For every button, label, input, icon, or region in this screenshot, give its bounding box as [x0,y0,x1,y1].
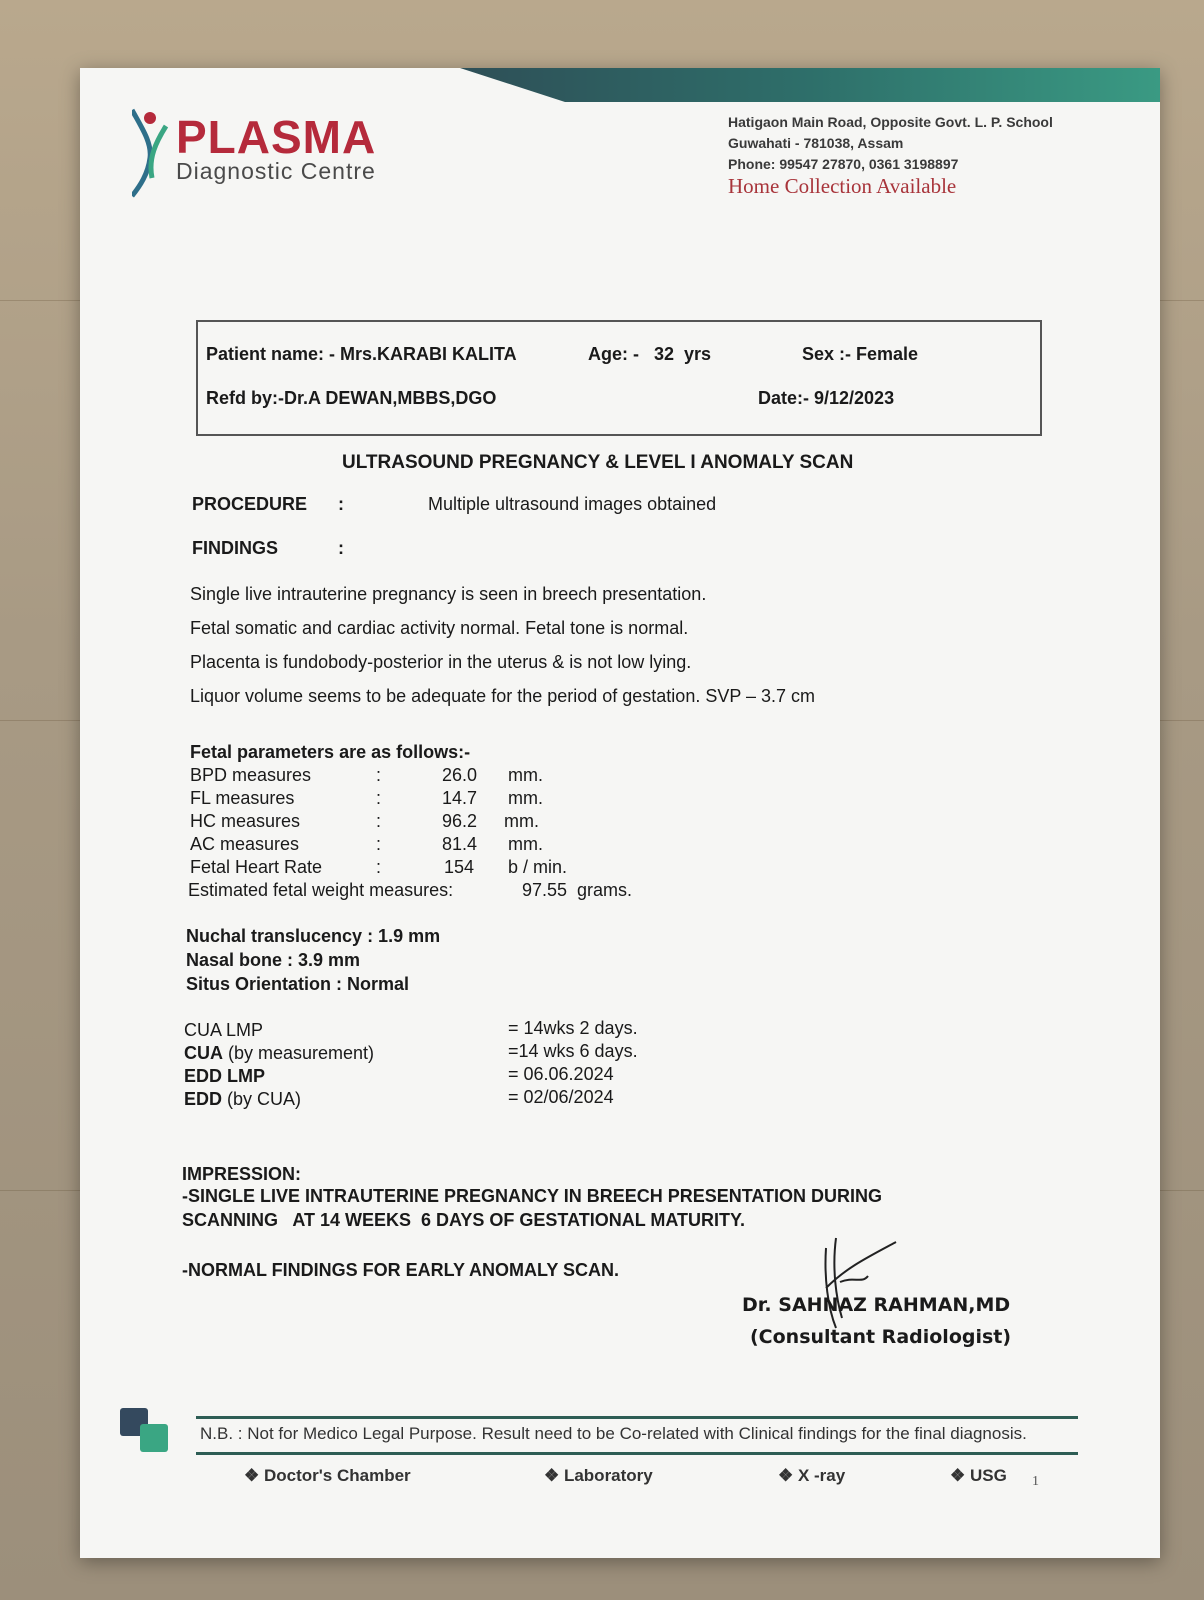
param-sep: : [376,765,382,785]
nuchal-translucency: Nuchal translucency : 1.9 mm [186,926,441,946]
doctor-designation: (Consultant Radiologist) [750,1326,1012,1348]
procedure-label: PROCEDURE [192,494,308,514]
findings-label: FINDINGS [192,538,279,558]
date-label: CUA LMP [184,1020,264,1040]
param-label: AC measures [190,834,300,854]
param-label: FL measures [190,788,295,808]
doctor-name: Dr. SAHNAZ RAHMAN,MD [742,1294,1011,1316]
phone-line: Phone: 99547 27870, 0361 3198897 [728,156,959,172]
param-unit: mm. [508,788,543,808]
procedure-colon: : [338,494,344,514]
home-collection: Home Collection Available [728,174,957,198]
param-unit: mm. [508,765,543,785]
param-value: 96.2 [442,811,478,831]
service-laboratory: ❖ Laboratory [544,1466,653,1485]
brand-name: PLASMA [176,111,377,163]
page-number: 1 [1032,1474,1039,1489]
param-sep: : [376,788,382,808]
param-unit: mm. [508,834,543,854]
date-label: EDD (by CUA) [184,1089,302,1109]
report-sheet [80,68,1160,1558]
param-label: HC measures [190,811,301,831]
footer-bottom-line [196,1452,1078,1455]
efw-label: Estimated fetal weight measures: [188,880,454,900]
param-label: Fetal Heart Rate [190,857,323,877]
param-label: BPD measures [190,765,312,785]
brand-subtitle: Diagnostic Centre [176,158,376,184]
situs-orientation: Situs Orientation : Normal [186,974,410,994]
params-heading: Fetal parameters are as follows:- [190,742,471,762]
efw-value: 97.55 grams. [522,880,633,900]
finding-line: Fetal somatic and cardiac activity normal. Fetal tone is normal. [190,618,689,638]
param-value: 14.7 [442,788,478,808]
footer-logo-square [140,1424,168,1452]
procedure-value: Multiple ultrasound images obtained [428,494,717,514]
param-value: 154 [444,857,475,877]
param-sep: : [376,857,382,877]
footer-top-line [196,1416,1078,1419]
referred-by: Refd by:-Dr.A DEWAN,MBBS,DGO [206,388,497,408]
date-value: = 06.06.2024 [508,1064,614,1084]
param-sep: : [376,834,382,854]
service-doctors-chamber: ❖ Doctor's Chamber [244,1466,411,1485]
patient-name: Patient name: - Mrs.KARABI KALITA [206,344,517,364]
address-line: Hatigaon Main Road, Opposite Govt. L. P. School [728,114,1053,130]
param-value: 26.0 [442,765,478,785]
impression-line: SCANNING AT 14 WEEKS 6 DAYS OF GESTATIONAL MATURITY. [182,1210,746,1230]
date-value: =14 wks 6 days. [508,1041,638,1061]
service-usg: ❖ USG [950,1466,1007,1485]
signature-scribble-icon [806,1228,946,1338]
patient-sex: Sex :- Female [802,344,919,364]
date-label: EDD LMP [184,1066,265,1086]
patient-age: Age: - 32 yrs [588,344,712,364]
param-unit: mm. [504,811,539,831]
disclaimer-note: N.B. : Not for Medico Legal Purpose. Result need to be Co-related with Clinical findings for the final diagnosis. [200,1424,1027,1443]
param-sep: : [376,811,382,831]
finding-line: Liquor volume seems to be adequate for the period of gestation. SVP – 3.7 cm [190,686,816,706]
impression-line: -NORMAL FINDINGS FOR EARLY ANOMALY SCAN. [182,1260,620,1280]
report-date: Date:- 9/12/2023 [758,388,895,408]
findings-colon: : [338,538,344,558]
param-unit: b / min. [508,857,568,877]
address-block [728,112,1053,175]
date-label: CUA (by measurement) [184,1043,375,1063]
finding-line: Placenta is fundobody-posterior in the uterus & is not low lying. [190,652,692,672]
param-value: 81.4 [442,834,478,854]
address-line: Guwahati - 781038, Assam [728,135,904,151]
patient-info-box [196,320,1042,436]
report-title: ULTRASOUND PREGNANCY & LEVEL I ANOMALY SCAN [342,452,854,473]
header-band [460,68,1160,102]
date-value: = 02/06/2024 [508,1087,614,1107]
impression-line: -SINGLE LIVE INTRAUTERINE PREGNANCY IN BREECH PRESENTATION DURING [182,1186,883,1206]
service-xray: ❖ X -ray [778,1466,846,1485]
date-value: = 14wks 2 days. [508,1018,638,1038]
impression-label: IMPRESSION: [182,1164,302,1184]
nasal-bone: Nasal bone : 3.9 mm [186,950,361,970]
finding-line: Single live intrauterine pregnancy is seen in breech presentation. [190,584,707,604]
